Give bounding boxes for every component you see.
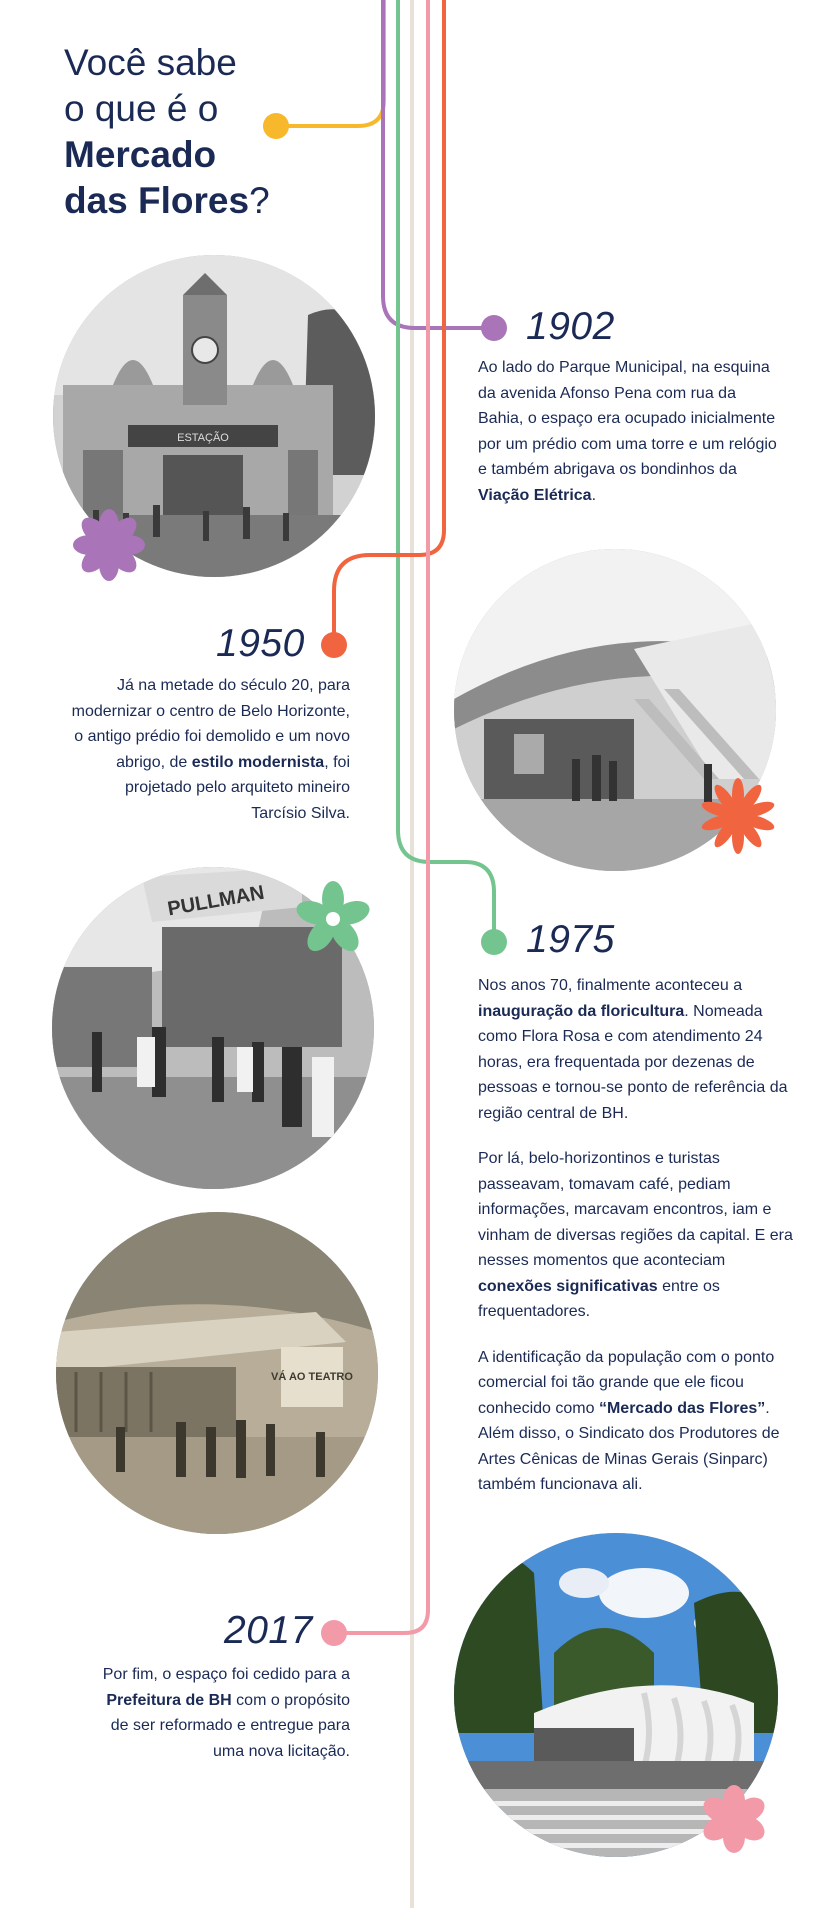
text-1975 [478, 973, 793, 1518]
text-1950 [70, 673, 350, 846]
paragraph-1902: Ao lado do Parque Municipal, na esquina da avenida Afonso Pena com rua da Bahia, o espaço era ocupado inicialmente por um prédio com uma torre e um relógio e também abrigava os bondinhos da Viação Elétrica. [478, 359, 777, 504]
paragraph-1975-2: Por lá, belo-horizontinos e turistas passeavam, tomavam café, pediam informações, marcavam encontros, iam e vinham de diversas regiões da capital. E era nesses momentos que aconteciam conexões significativas entre os frequentadores. [478, 1150, 793, 1320]
orange-dot [321, 632, 347, 658]
title-line-1: Você sabe [64, 42, 237, 83]
photo-sepia-market [56, 1212, 378, 1534]
photo-station-sign: ESTAÇÃO [177, 432, 229, 444]
year-1950: 1950 [216, 622, 305, 665]
photo-theatre-sign: VÁ AO TEATRO [271, 1371, 353, 1383]
paragraph-1950: Já na metade do século 20, para modernizar o centro de Belo Horizonte, o antigo prédio foi demolido e um novo abrigo, de estilo modernista, foi projetado pelo arquiteto mineiro Tarcísio Silva. [71, 677, 350, 822]
paragraph-2017: Por fim, o espaço foi cedido para a Prefeitura de BH com o propósito de ser reformado e entregue para uma nova licitação. [102, 1666, 350, 1760]
green-dot [481, 929, 507, 955]
title-line-2: o que é o [64, 88, 219, 129]
pink-flower-icon [698, 1783, 770, 1855]
paragraph-1975-3: A identificação da população com o ponto comercial foi tão grande que ele ficou conhecido como “Mercado das Flores”. Além disso, o Sindicato dos Produtores de Artes Cênicas de Minas Gerais (Sinparc) também funcionava ali. [478, 1348, 780, 1493]
title-question-mark: ? [249, 180, 270, 221]
page-title [64, 40, 270, 224]
green-flower-icon [294, 880, 372, 958]
title-line-4: das Flores [64, 180, 250, 221]
purple-flower-icon [72, 508, 146, 582]
title-line-3: Mercado [64, 134, 217, 175]
purple-dot [481, 315, 507, 341]
text-1902 [478, 355, 783, 528]
orange-flower-icon [700, 778, 776, 854]
paragraph-1975-1: Nos anos 70, finalmente aconteceu a inauguração da floricultura. Nomeada como Flora Rosa e com atendimento 24 horas, era frequentada por dezenas de pessoas e tornou-se ponto de referência da região central de BH. [478, 977, 788, 1122]
year-2017: 2017 [224, 1609, 313, 1652]
year-1902: 1902 [526, 305, 615, 348]
yellow-line [276, 0, 384, 126]
pink-dot [321, 1620, 347, 1646]
text-2017 [100, 1662, 350, 1784]
year-1975: 1975 [526, 918, 615, 961]
photo-pullman-sign: PULLMAN [165, 881, 267, 921]
